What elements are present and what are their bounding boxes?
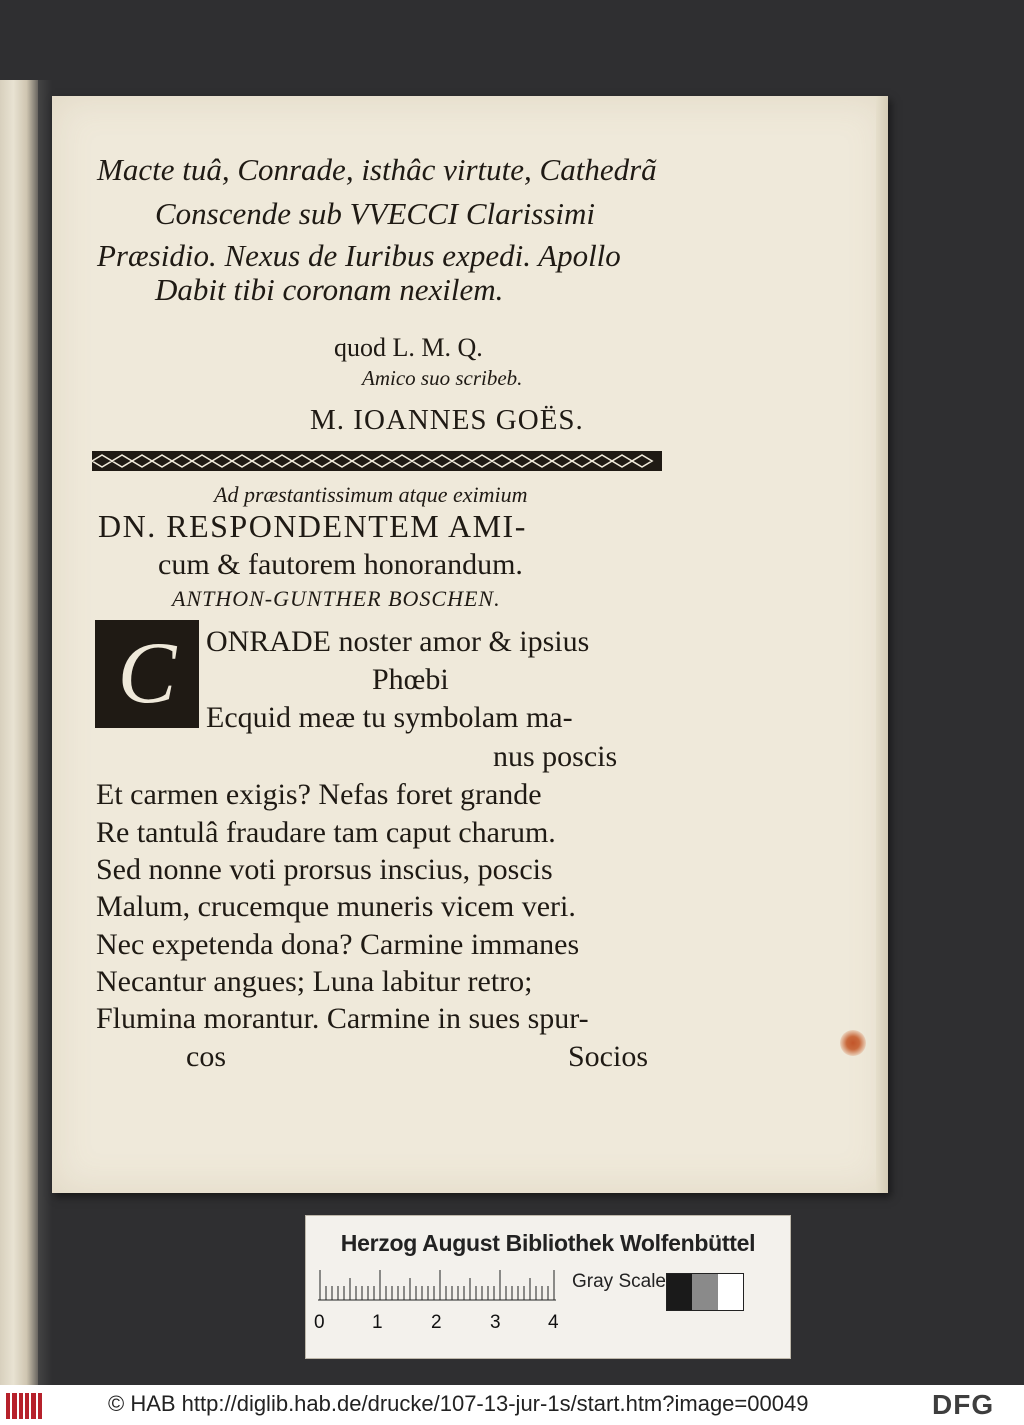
decorated-initial [95,620,199,728]
hab-logo-icon [6,1393,42,1419]
ruler-label-3: 3 [490,1312,501,1333]
gray-scale-swatches [666,1273,744,1311]
poem-line-5: Et carmen exigis? Nefas foret grande [96,778,542,811]
scale-ruler [318,1266,558,1302]
poem-line-9: Nec expetenda dona? Carmine immanes [96,928,580,961]
stanza-line-3: Præsidio. Nexus de Iuribus expedi. Apollo [97,238,621,273]
dedication-line: Ad præstantissimum atque eximium [214,482,528,507]
card-title: Herzog August Bibliothek Wolfenbüttel [340,1230,756,1256]
poem-line-2: Phœbi [372,663,449,696]
copyright-url[interactable]: © HAB http://diglib.hab.de/drucke/107-13-jur-1s/start.htm?image=00049 [108,1391,809,1416]
gray-scale-label: Gray Scale [572,1271,666,1292]
color-reference-card [305,1215,791,1359]
poem-line-8: Malum, crucemque muneris vicem veri. [96,890,576,923]
ruler-label-0: 0 [314,1312,325,1333]
gray-swatch-light [718,1274,743,1310]
ruler-label-2: 2 [431,1312,442,1333]
page-edge [876,96,888,1193]
footer-bar [0,1385,1024,1425]
stanza-line-1: Macte tuâ, Conrade, isthâc virtute, Cathedrã [97,152,657,187]
gray-swatch-dark [667,1274,692,1310]
poem-line-6: Re tantulâ fraudare tam caput charum. [96,816,556,849]
respondent-line-2: cum & fautorem honorandum. [158,548,523,581]
author-goes: M. IOANNES GOËS. [310,404,584,436]
poem-line-10: Necantur angues; Luna labitur retro; [96,965,533,998]
catchword-left: cos [186,1040,226,1073]
left-book-edge [0,80,38,1385]
ornamental-border [92,451,662,471]
poem-line-3: Ecquid meæ tu symbolam ma- [206,701,573,734]
stanza-line-2: Conscende sub VVECCI Clarissimi [155,196,596,231]
poem-line-11: Flumina morantur. Carmine in sues spur- [96,1002,589,1035]
author-boschen: ANTHON-GUNTHER BOSCHEN. [172,586,501,611]
stanza-line-4: Dabit tibi coronam nexilem. [155,272,504,307]
ink-stain [840,1030,866,1056]
respondent-line-1: DN. RESPONDENTEM AMI- [98,508,527,544]
ruler-label-4: 4 [548,1312,559,1333]
catchword-right: Socios [568,1040,649,1073]
gray-swatch-mid [692,1274,717,1310]
book-gutter [38,80,52,1385]
quod-line: quod L. M. Q. [334,333,483,362]
poem-line-1: ONRADE noster amor & ipsius [206,625,590,658]
ruler-label-1: 1 [372,1312,383,1333]
dfg-logo: DFG [932,1389,995,1420]
amico-line: Amico suo scribeb. [362,366,523,390]
drop-cap-letter: C [117,625,177,722]
poem-line-4: nus poscis [493,740,618,773]
poem-line-7: Sed nonne voti prorsus inscius, poscis [96,853,553,886]
